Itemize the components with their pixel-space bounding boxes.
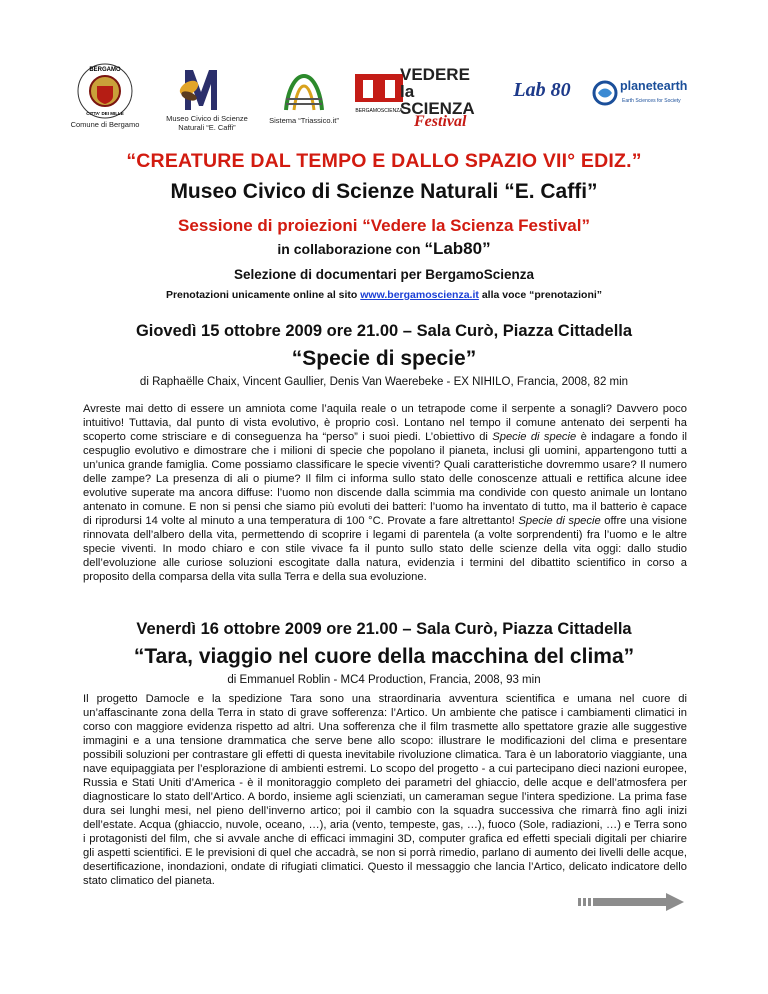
desc-text: offre una visione rinnovata dell’albero della vita, permettendo di scoprire i legami di parentela (a volte sorprendenti) fra l’uomo e le altre specie viventi. In modo chiaro e con stile vivace fa il punto sullo stato delle scienze della vita oggi: dallo studio dell’evoluzione alle curiose soluzioni escogitate dalla natura, evidenzia i termini del dibattito scientifico in corso a proposito della comparsa della vita sulla Terra e della sua evoluzione. (83, 515, 687, 583)
logo-row (70, 62, 710, 142)
bergamoscienza-text: BERGAMOSCIENZA (355, 108, 403, 114)
planetearth-text: planetearth (620, 79, 688, 93)
svg-text:BERGAMO: BERGAMO (89, 67, 121, 73)
comune-logo (70, 62, 140, 129)
event-1-credits: di Raphaëlle Chaix, Vincent Gaullier, Denis Van Waerebeke - EX NIHILO, Francia, 2008, 82 min (139, 376, 629, 388)
planetearth-globe-icon (592, 80, 618, 106)
desc-italic-title: Specie di specie (518, 515, 601, 527)
festival-text: Festival (414, 113, 467, 130)
desc-text: Avreste mai detto di essere un amniota come l’aquila reale o un tetrapode come il serpente a sonagli? Davvero poco intuitivo! Tuttavia, dal punto di vista evolutivo, è proprio così. Lontano nel tempo il comune antenato dei serpenti ha scoperto come strisciare e di conseguenza ha “perso” i suoi piedi. L’obiettivo di (83, 403, 687, 443)
event-2-date: Venerdì 16 ottobre 2009 ore 21.00 – Sala Curò, Piazza Cittadella (136, 620, 632, 638)
lab80-text: Lab 80 (513, 79, 571, 101)
event-2-description: Il progetto Damocle e la spedizione Tara sono una straordinaria avventura scientifica e umana nel cuore di un’affascinante zona della Terra in stato di grave sofferenza: l’Artico. Un ambiente che patisce i cambiamenti climatici in corso con maggiore evidenza rispetto ad altri. Una sofferenza che il film trasmette allo spettatore grazie alle suggestive immagini e a una tensione drammatica che serve bene allo scopo: illustrare le modificazioni del clima e presentare possibili soluzioni per contrastare gli effetti di questa inevitabile rivoluzione climatica. Tara è un laboratorio viaggiante, una nave equipaggiata per l’esplorazione di ambienti estremi. Lo scopo del progetto - a cui partecipano dieci nazioni europee, Russia e Stati Uniti d’America - è il monitoraggio completo dei parametri del ghiaccio, delle acque e dell’atmosfera per diagnosticare lo stato dell’Artico. A bordo, insieme agli scienziati, un cameraman segue l’intera spedizione. La prima fase dura sei lunghi mesi, nel pieno dell’inverno artico; poi il cambio con la squadra successiva che rimarrà fino agli inizi dell’estate. Acqua (ghiaccio, nuvole, oceano, …), aria (vento, tempeste, gas, …), fuoco (Sole, radiazioni, …) e Terra sono i protagonisti del film, che si avvale anche di efficaci immagini 3D, computer grafica ed effetti speciali digitali per chiarire gli aspetti scientifici. E le previsioni di quel che accadrà, se non si porrà rimedio, parlano di aumento dei livelli delle acque, desertificazione, inondazioni, ondate di rifugiati climatici. Questo il messaggio che lancia l’Artico, delicato indicatore dello stato climatico del pianeta. (83, 693, 687, 887)
lab80-logo (502, 79, 582, 101)
booking-prefix: Prenotazioni unicamente online al sito (165, 289, 361, 301)
main-title: “CREATURE DAL TEMPO E DALLO SPAZIO VII° EDIZ.” (126, 150, 642, 172)
desc-text: è indagare a fondo il cespuglio evolutivo e dimostrare che i milioni di specie che popolano il pianeta, inclusi gli uomini, appartengono tutti a un’unica grande famiglia. Come possiamo classificare le specie viventi? Quali caratteristiche dovremmo usare? Il numero delle zampe? La presenza di ali o piume? Il film ci informa sullo stato delle conoscenze attuali e rettifica alcune idee evolutive superate ma ancora diffuse: l’uomo non discende dalla scimmia ma condivide con questo animale un lontano antenato in comune. E non si pensi che siamo più evoluti dei batteri: l’uomo ha inventato di tutto, ma il batterio è capace di riprodursi 14 volte al minuto a una temperatura di 100 °C. Provate a fare altrettanto! (83, 431, 687, 527)
butterfly-m-icon (171, 66, 243, 114)
session-heading: Sessione di proiezioni “Vedere la Scienza Festival” (178, 216, 590, 235)
sistema-caption: Sistema “Triassico.it” (269, 116, 339, 125)
desc-italic-title: Specie di specie (492, 431, 577, 443)
planetearth-sub: Earth Sciences for Society (622, 98, 681, 104)
bergamoscienza-mark-icon (351, 72, 407, 116)
collab-prefix: in collaborazione con (277, 241, 425, 257)
svg-text:CITTA' DEI MILLE: CITTA' DEI MILLE (86, 111, 124, 116)
event-2-credits: di Emmanuel Roblin - MC4 Production, Francia, 2008, 93 min (227, 674, 541, 686)
event-1-date: Giovedì 15 ottobre 2009 ore 21.00 – Sala Curò, Piazza Cittadella (135, 322, 633, 340)
museum-heading: Museo Civico di Scienze Naturali “E. Caffi” (170, 180, 598, 203)
collab-line (0, 239, 768, 259)
event-2-title: “Tara, viaggio nel cuore della macchina del clima” (133, 645, 635, 668)
event-1-title: “Specie di specie” (291, 347, 477, 370)
museo-logo (162, 66, 252, 132)
sistema-logo (268, 70, 340, 125)
event-1-description (83, 402, 687, 584)
booking-line (0, 289, 768, 301)
selection-heading: Selezione di documentari per BergamoScienza (233, 267, 535, 282)
booking-link[interactable]: www.bergamoscienza.it (360, 289, 479, 301)
comune-caption: Comune di Bergamo (70, 120, 140, 129)
triassico-icon (276, 70, 332, 116)
comune-seal-icon (76, 62, 134, 120)
museo-caption: Museo Civico di Scienze Naturali “E. Caffi” (166, 114, 248, 132)
vedere-scienza-logo (400, 65, 500, 130)
vedere-scienza-text: VEDERE la SCIENZA (400, 65, 475, 118)
arrow-right-icon[interactable] (576, 892, 686, 912)
collab-name: “Lab80” (424, 239, 491, 258)
booking-suffix: alla voce “prenotazioni” (478, 289, 603, 301)
